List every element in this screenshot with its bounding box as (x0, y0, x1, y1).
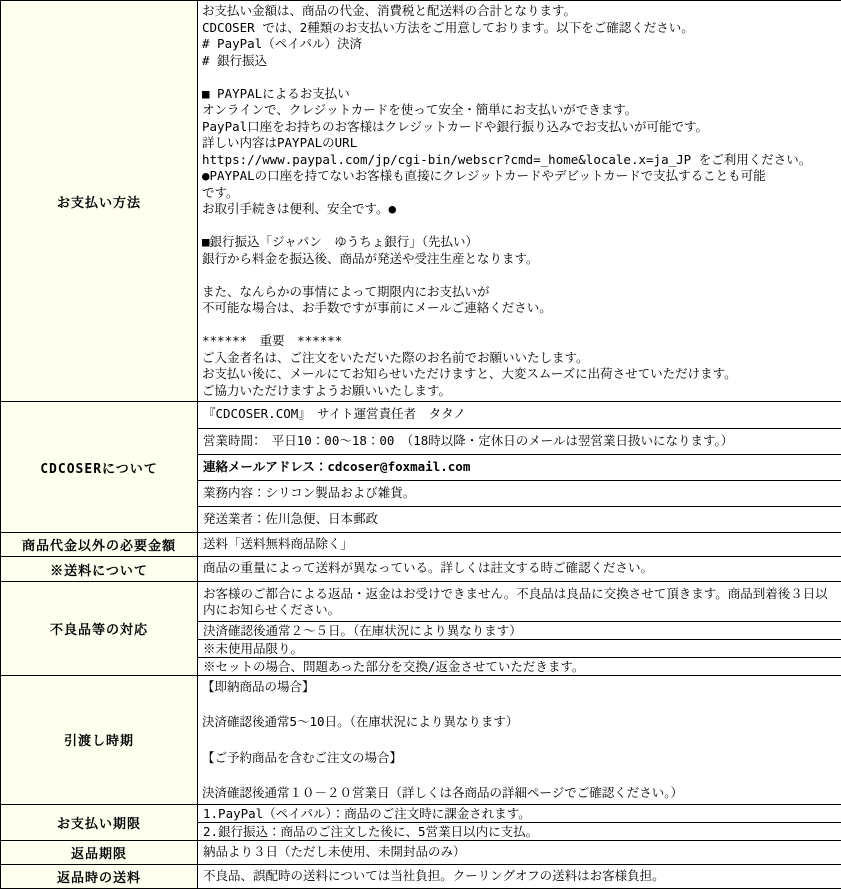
text-line (202, 218, 837, 235)
about-business-description: 業務内容：シリコン製品および雑貨。 (198, 480, 841, 506)
text-line: 【ご予約商品を含むご注文の場合】 (202, 749, 837, 767)
about-cell (198, 402, 841, 533)
text-line: https://www.paypal.com/jp/cgi-bin/webscr?cmd=_home&locale.x=ja_JP をご利用ください。 (202, 152, 837, 169)
text-line: 決済確認後通常5～10日。（在庫状況により異なります） (202, 713, 837, 731)
row-shipping (1, 557, 841, 582)
row-payment-deadline (1, 804, 841, 840)
text-line (202, 766, 837, 784)
payment-deadline-cell (198, 804, 841, 840)
shipping-cell (198, 557, 841, 582)
about-business-hours: 営業時間： 平日10：00～18：00 （18時以降・定休日のメールは翌営業日扱いになります。） (198, 428, 841, 454)
about-contact-email: 連絡メールアドレス：cdcoser@foxmail.com (198, 454, 841, 480)
row-header-defective: 不良品等の対応 (1, 582, 198, 676)
text-line: 【即納商品の場合】 (202, 678, 837, 696)
row-header-shipping: ※送料について (1, 557, 198, 582)
text-line (202, 731, 837, 749)
text-line: ご協力いただけますようお願いいたします。 (202, 383, 837, 400)
text-line (202, 267, 837, 284)
text-line (202, 69, 837, 86)
text-line: 不可能な場合は、お手数ですが事前にメールご連絡ください。 (202, 300, 837, 317)
text-line: ■ PAYPALによるお支払い (202, 86, 837, 103)
defective-unused-note: ※未使用品限り。 (198, 639, 841, 657)
payment-method-cell (198, 1, 841, 402)
defective-cell (198, 582, 841, 676)
text-line: 詳しい内容はPAYPALのURL (202, 135, 837, 152)
text-line: ご入金者名は、ご注文をいただいた際のお名前でお願いいたします。 (202, 350, 837, 367)
extra-fees-content: 送料「送料無料商品除く」 (198, 533, 841, 555)
text-line (202, 317, 837, 334)
text-line: # PayPal（ペイパル）決済 (202, 36, 837, 53)
defective-exchange-time: 決済確認後通常２～５日。（在庫状況により異なります） (198, 621, 841, 639)
delivery-cell (198, 676, 841, 805)
text-line: 決済確認後通常１０－２０営業日（詳しくは各商品の詳細ページでご確認ください。） (202, 784, 837, 802)
text-line: お取引手続きは便利、安全です。● (202, 201, 837, 218)
defective-set-note: ※セットの場合、問題あった部分を交換/返金させていただきます。 (198, 657, 841, 675)
return-deadline-content: 納品より３日（ただし未使用、未開封品のみ） (198, 841, 841, 863)
row-header-delivery: 引渡し時期 (1, 676, 198, 805)
text-line: ****** 重要 ****** (202, 333, 837, 350)
row-header-return-deadline: 返品期限 (1, 840, 198, 864)
text-line: です。 (202, 185, 837, 202)
row-header-extra-fees: 商品代金以外の必要金額 (1, 533, 198, 557)
delivery-content (198, 676, 841, 804)
row-extra-fees (1, 533, 841, 557)
row-header-payment-method: お支払い方法 (1, 1, 198, 402)
row-return-deadline (1, 840, 841, 864)
row-defective (1, 582, 841, 676)
about-shipping-carriers: 発送業者：佐川急便、日本郵政 (198, 506, 841, 532)
about-operator: 『CDCOSER.COM』 サイト運営責任者 タタノ (198, 402, 841, 428)
text-line: ●PAYPALの口座を持てないお客様も直接にクレジットカードやデビットカードで支払することも可能 (202, 168, 837, 185)
row-header-return-shipping: 返品時の送料 (1, 864, 198, 888)
text-line: 銀行から料金を振込後、商品が発送や受注生産となります。 (202, 251, 837, 268)
payment-method-content (198, 1, 841, 401)
payment-deadline-bank: 2.銀行振込：商品のご注文した後に、5営業日以内に支払。 (198, 822, 841, 840)
text-line: オンラインで、クレジットカードを使って安全・簡単にお支払いができます。 (202, 102, 837, 119)
return-shipping-content: 不良品、誤配時の送料については当社負担。クーリングオフの送料はお客様負担。 (198, 865, 841, 887)
text-line: # 銀行振込 (202, 53, 837, 70)
text-line: お支払い金額は、商品の代金、消費税と配送料の合計となります。 (202, 3, 837, 20)
row-payment-method (1, 1, 841, 402)
text-line: ■銀行振込「ジャパン ゆうちょ銀行」（先払い） (202, 234, 837, 251)
row-delivery (1, 676, 841, 805)
row-header-payment-deadline: お支払い期限 (1, 804, 198, 840)
text-line: お支払い後に、メールにてお知らせいただけますと、大変スムーズに出荷させていただけます。 (202, 366, 837, 383)
payment-deadline-paypal: 1.PayPal（ペイパル）：商品のご注文時に課金されます。 (198, 805, 841, 822)
shipping-content: 商品の重量によって送料が異なっている。詳しくは註文する時ご確認ください。 (198, 557, 841, 579)
extra-fees-cell (198, 533, 841, 557)
return-deadline-cell (198, 840, 841, 864)
text-line: CDCOSER では、2種類のお支払い方法をご用意しております。以下をご確認ください。 (202, 20, 837, 37)
row-about (1, 402, 841, 533)
defective-policy: お客様のご都合による返品・返金はお受けできません。不良品は良品に交換させて頂きます。商品到着後３日以内にお知らせください。 (198, 582, 841, 621)
text-line: PayPal口座をお持ちのお客様はクレジットカードや銀行振り込みでお支払いが可能です。 (202, 119, 837, 136)
row-header-about: CDCOSERについて (1, 402, 198, 533)
text-line: また、なんらかの事情によって期限内にお支払いが (202, 284, 837, 301)
text-line (202, 696, 837, 714)
